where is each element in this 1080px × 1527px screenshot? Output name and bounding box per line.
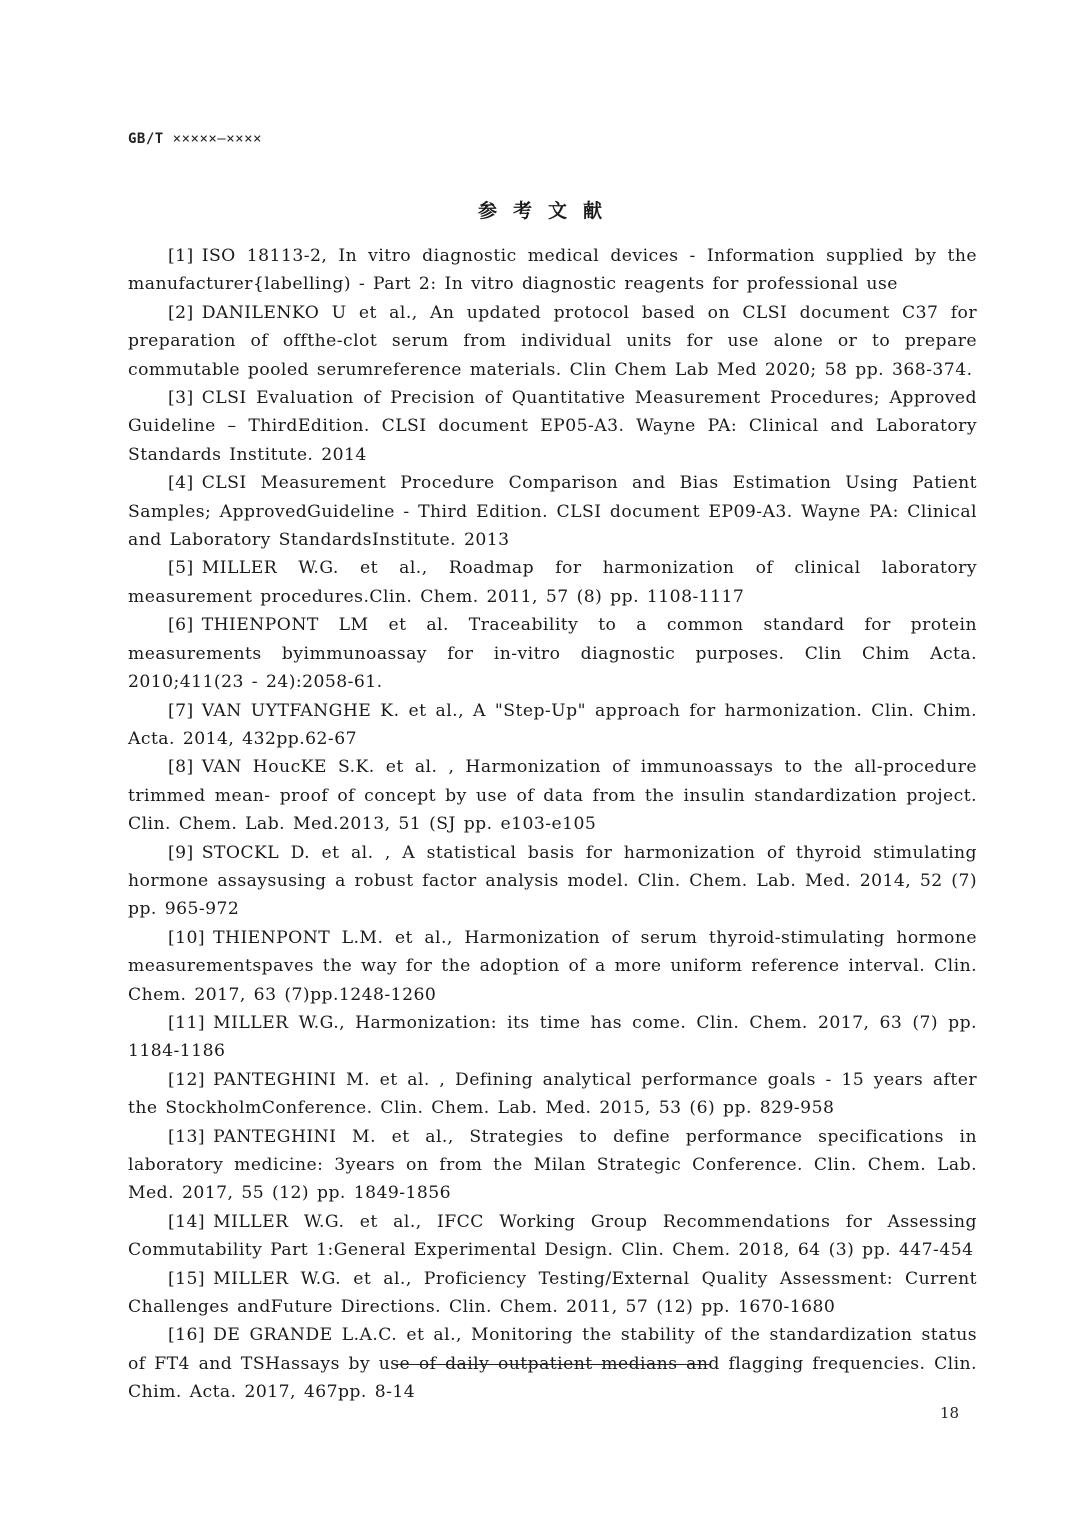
reference-text: MILLER W.G. et al., Proficiency Testing/External Quality Assessment: Current Challenges andFuture Directions. Clin. Chem. 2011, 57 (12) pp. 1670-1680: [128, 1268, 977, 1318]
standard-number: ×××××—××××: [172, 131, 262, 147]
reference-item: [128, 611, 977, 696]
reference-item: [128, 1009, 977, 1066]
reference-number: [1]: [168, 246, 194, 266]
reference-item: [128, 1066, 977, 1123]
reference-number: [9]: [168, 842, 194, 863]
reference-text: DANILENKO U et al., An updated protocol based on CLSI document C37 for preparation of offthe-clot serum from individual units for use alone or to prepare commutable pooled serumreference materials. Clin Chem Lab Med 2020; 58 pp. 368-374.: [128, 302, 977, 380]
standard-code: GB/T: [128, 131, 164, 147]
reference-number: [16]: [168, 1325, 206, 1346]
reference-text: MILLER W.G. et al., IFCC Working Group Recommendations for Assessing Commutability Part 1:General Experimental Design. Clin. Chem. 2018, 64 (3) pp. 447-454: [128, 1211, 977, 1261]
reference-number: [10]: [168, 927, 206, 948]
reference-number: [11]: [168, 1012, 206, 1033]
reference-item: [128, 469, 977, 554]
reference-text: VAN HoucKE S.K. et al. , Harmonization of immunoassays to the all-procedure trimmed mean- proof of concept by use of data from the insulin standardization project. Clin. Chem. Lab. Med.2013, 51 (SJ pp. e103-e105: [128, 757, 977, 835]
reference-text: MILLER W.G., Harmonization: its time has come. Clin. Chem. 2017, 63 (7) pp. 1184-1186: [128, 1012, 977, 1062]
reference-number: [5]: [168, 558, 194, 579]
reference-text: ISO 18113-2, In vitro diagnostic medical devices - Information supplied by the manufacturer{labelling) - Part 2: In vitro diagnostic reagents for professional use: [128, 246, 977, 295]
reference-item: [128, 1123, 977, 1208]
reference-item: [128, 242, 977, 299]
reference-text: THIENPONT L.M. et al., Harmonization of serum thyroid-stimulating hormone measurementspaves the way for the adoption of a more uniform reference interval. Clin. Chem. 2017, 63 (7)pp.1248-1260: [128, 927, 977, 1005]
reference-text: VAN UYTFANGHE K. et al., A "Step-Up" approach for harmonization. Clin. Chim. Acta. 2014, 432pp.62-67: [128, 700, 977, 749]
reference-text: STOCKL D. et al. , A statistical basis for harmonization of thyroid stimulating hormone assaysusing a robust factor analysis model. Clin. Chem. Lab. Med. 2014, 52 (7) pp. 965-972: [128, 842, 977, 920]
reference-item: [128, 924, 977, 1009]
reference-item: [128, 384, 977, 469]
reference-text: PANTEGHINI M. et al., Strategies to define performance specifications in laboratory medicine: 3years on from the Milan Strategic Conference. Clin. Chem. Lab. Med. 2017, 55 (12) pp. 1849-1856: [128, 1126, 977, 1204]
standard-header: [128, 131, 262, 147]
reference-number: [6]: [168, 615, 194, 636]
reference-text: DE GRANDE L.A.C. et al., Monitoring the stability of the standardization status of FT4 and TSHassays by use of daily outpatient medians and flagging frequencies. Clin. Chim. Acta. 2017, 467pp. 8-14: [128, 1325, 977, 1403]
reference-item: [128, 299, 977, 384]
reference-number: [14]: [168, 1211, 206, 1232]
reference-number: [12]: [168, 1069, 206, 1090]
reference-number: [3]: [168, 388, 194, 409]
reference-number: [4]: [168, 473, 194, 494]
reference-text: MILLER W.G. et al., Roadmap for harmonization of clinical laboratory measurement procedures.Clin. Chem. 2011, 57 (8) pp. 1108-1117: [128, 558, 977, 607]
reference-text: THIENPONT LM et al. Traceability to a common standard for protein measurements byimmunoassay for in-vitro diagnostic purposes. Clin Chim Acta. 2010;411(23 - 24):2058-61.: [128, 615, 977, 693]
reference-number: [7]: [168, 700, 194, 721]
reference-text: CLSI Measurement Procedure Comparison and Bias Estimation Using Patient Samples; ApprovedGuideline - Third Edition. CLSI document EP09-A3. Wayne PA: Clinical and Laboratory StandardsInstitute. 2013: [128, 473, 977, 551]
reference-item: [128, 554, 977, 611]
reference-text: CLSI Evaluation of Precision of Quantitative Measurement Procedures; Approved Guideline – ThirdEdition. CLSI document EP05-A3. Wayne PA: Clinical and Laboratory Standards Institute. 2014: [128, 388, 977, 465]
reference-number: [2]: [168, 302, 194, 323]
end-divider: [395, 1364, 711, 1365]
reference-number: [13]: [168, 1126, 206, 1147]
reference-text: PANTEGHINI M. et al. , Defining analytical performance goals - 15 years after the StockholmConference. Clin. Chem. Lab. Med. 2015, 53 (6) pp. 829-958: [128, 1069, 977, 1119]
page-number: 18: [940, 1404, 960, 1422]
reference-item: [128, 753, 977, 838]
reference-list: [128, 242, 977, 1407]
page-title: 参考文献: [477, 200, 618, 222]
reference-item: [128, 697, 977, 754]
reference-number: [15]: [168, 1268, 206, 1289]
reference-number: [8]: [168, 757, 194, 778]
reference-item: [128, 1208, 977, 1265]
reference-item: [128, 839, 977, 924]
reference-item: [128, 1265, 977, 1322]
